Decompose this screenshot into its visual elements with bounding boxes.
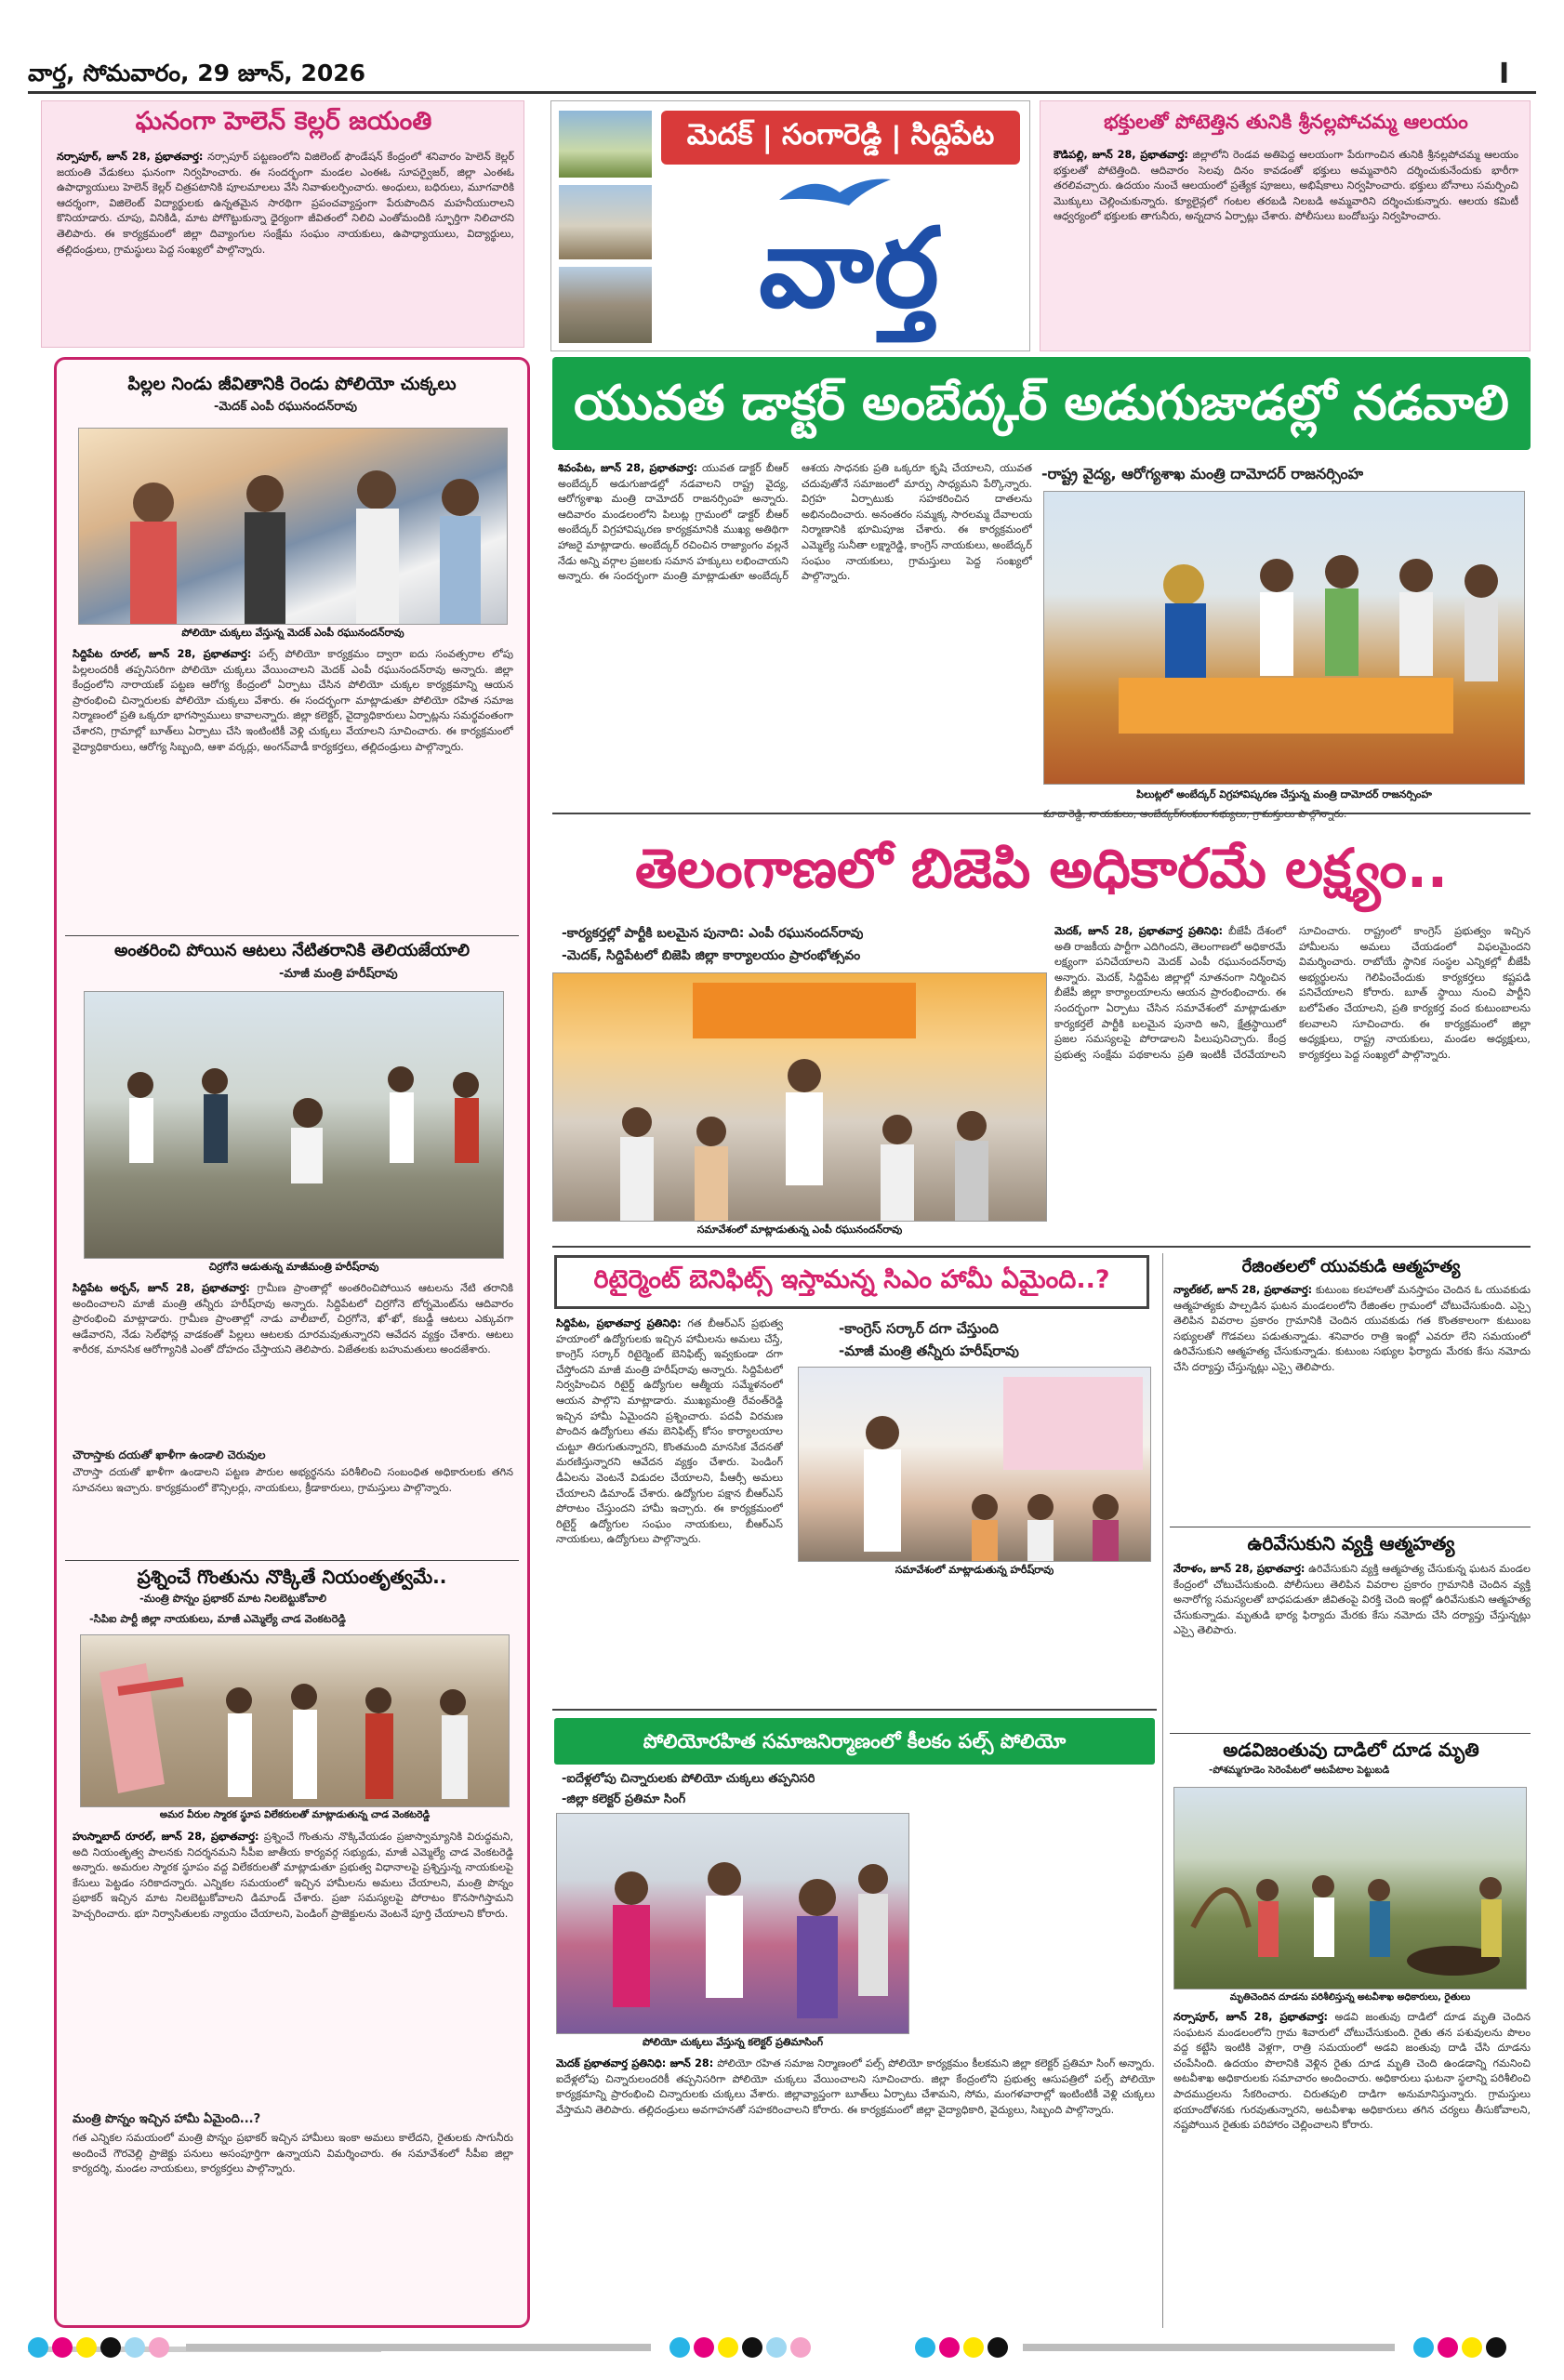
district-banner: మెదక్ | సంగారెడ్డి | సిద్దిపేట [661, 111, 1020, 165]
reg-dot-1 [28, 2337, 48, 2358]
animal-photo [1173, 1787, 1527, 1990]
district-medak: మెదక్ [686, 117, 753, 152]
sports-title: అంతరించి పోయిన ఆటలు నేటితరానికి తెలియజేయాలి [113, 941, 471, 960]
bjp-title: తెలంగాణలో బిజెపి అధికారమే లక్ష్యం.. [635, 837, 1448, 900]
landmark-photo-3 [559, 267, 652, 343]
pulse-photo [556, 1813, 909, 2034]
retire-title: రిటైర్మెంట్ బెనిఫిట్స్ ఇస్తామన్న సిఎం హామీ ఏమైంది..? [554, 1255, 1149, 1309]
polio-body: సిద్దిపేట రూరల్, జూన్ 28, ప్రభాతవార్త: పల్స్ పోలియో కార్యక్రమం ద్వారా ఐదు సంవత్సరాల లోపు పిల్లలందరికీ తప్పనిసరిగా పోలియో చుక్కలు వేయించాలని మెదక్ ఎంపీ రఘునందన్‌రావు అన్నారు. జిల్లా కేంద్రంలోని నారాయణ్ పట్టణ ఆరోగ్య కేంద్రంలో ఏర్పాటు చేసిన పోలియో చుక్కల కార్యక్రమాన్ని ఆయన ప్రారంభించి చిన్నారులకు పోలియో చుక్కలు వేశారు. ఈ సందర్భంగా మాట్లాడుతూ పోలియో రహిత సమాజ నిర్మాణంలో ప్రతి ఒక్కరూ భాగస్వాములు కావాలన్నారు. జిల్లా కలెక్టర్, వైద్యాధికారులు ఏర్పాట్లను సమర్థవంతంగా చేశారని, గ్రామాల్లో బూత్‌లు ఏర్పాటు చేసి ఇంటింటికీ వెళ్లి చుక్కలు వేయాలని సూచించారు. ఈ కార్యక్రమంలో వైద్యాధికారులు, ఆరోగ్య సిబ్బంది, ఆశా వర్కర్లు, అంగన్‌వాడీ కార్యకర్తలు, తల్లిదండ్రులు పాల్గొన్నారు. [73, 648, 513, 753]
animal-body: నర్సాపూర్, జూన్ 28, ప్రభాతవార్త: అడవి జంతువు దాడిలో దూడ మృతి చెందిన సంఘటన మండలంలోని గ్రామ శివారులో చోటుచేసుకుంది. రైతు తన పశువులను పొలం వద్ద కట్టేసి ఇంటికి వెళ్లగా, రాత్రి సమయంలో అడవి జంతువు దాడి చేసి దూడను చంపేసింది. ఉదయం పొలానికి వెళ్లిన రైతు దూడ మృతి చెంది ఉండడాన్ని గమనించి అటవీశాఖ అధికారులకు సమాచారం అందించారు. అధికారులు ఘటనా స్థలాన్ని పరిశీలించి పాదముద్రలను సేకరించారు. చిరుతపులి దాడిగా అనుమానిస్తున్నారు. గ్రామస్తులు భయాందోళనకు గురవుతున్నారని, అటవీశాఖ అధికారులు తగిన చర్యలు తీసుకోవాలని, నష్టపోయిన రైతుకు పరిహారం చెల్లించాలని కోరారు. [1173, 2011, 1531, 2132]
sports-photo [84, 991, 504, 1259]
pulse-byline-2: -జిల్లా కలెక్టర్ ప్రతిమా సింగ్ [562, 1792, 686, 1806]
temple-body: కౌడిపల్లి, జూన్ 28, ప్రభాతవార్త: జిల్లాలోని రెండవ అతిపెద్ద ఆలయంగా పేరుగాంచిన తునికి శ్రీనల్లపోచమ్మ ఆలయం భక్తులతో పోటెత్తింది. ఆదివారం సెలవు దినం కావడంతో భక్తులు అమ్మవారిని దర్శించుకునేందుకు భారీగా తరలివచ్చారు. ఉదయం నుంచే ఆలయంలో ప్రత్యేక పూజలు, అభిషేకాలు నిర్వహించారు. భక్తులు బోనాలు సమర్పించి మొక్కులు చెల్లించుకున్నారు. క్యూలైన్లలో గంటల తరబడి నిలబడి అమ్మవారిని దర్శించుకున్నారు. ఆలయ కమిటీ ఆధ్వర్యంలో భక్తులకు తాగునీరు, అన్నదాన ఏర్పాట్లు చేశారు. పోలీసులు బందోబస్తు నిర్వహించారు. [1054, 149, 1518, 223]
ambedkar-caption: పిలుట్లలో అంబేద్కర్ విగ్రహావిష్కరణ చేస్తున్న మంత్రి దామోదర్ రాజనర్సింహ [1136, 788, 1432, 800]
suicide2-title: ఉరివేసుకుని వ్యక్తి ఆత్మహత్య [1247, 1532, 1455, 1554]
ambedkar-body: శివంపేట, జూన్ 28, ప్రభాతవార్త: యువత డాక్టర్ బీఆర్ అంబేద్కర్ అడుగుజాడల్లో నడవాలని రాష్ట్ర వైద్య, ఆరోగ్యశాఖ మంత్రి దామోదర్ రాజనర్సింహ అన్నారు. ఆదివారం మండలంలోని పిలుట్ల గ్రామంలో డాక్టర్ బీఆర్ అంబేద్కర్ విగ్రహావిష్కరణ కార్యక్రమానికి ముఖ్య అతిథిగా హాజరై మాట్లాడారు. అంబేద్కర్ రచించిన రాజ్యాంగం వల్లనే నేడు అన్ని వర్గాల ప్రజలకు సమాన హక్కులు లభించాయని అన్నారు. ఈ సందర్భంగా మంత్రి మాట్లాడుతూ అంబేద్కర్ ఆశయ సాధనకు ప్రతి ఒక్కరూ కృషి చేయాలని, యువత చదువుతోనే సమాజంలో మార్పు సాధ్యమని పేర్కొన్నారు. విగ్రహ ఏర్పాటుకు సహకరించిన దాతలను అభినందించారు. అనంతరం సమ్మక్క సారలమ్మ దేవాలయ నిర్మాణానికి భూమిపూజ చేశారు. ఈ కార్యక్రమంలో ఎమ్మెల్యే సునీతా లక్ష్మారెడ్డి, కాంగ్రెస్ నాయకులు, అంబేద్కర్ సంఘం నాయకులు, గ్రామస్తులు పెద్ద సంఖ్యలో పాల్గొన్నారు. [558, 462, 1032, 583]
retire-caption: సమావేశంలో మాట్లాడుతున్న హరీష్‌రావు [895, 1564, 1054, 1576]
bjp-caption: సమావేశంలో మాట్లాడుతున్న ఎంపీ రఘునందన్‌రావు [696, 1223, 903, 1236]
reg-dot-6 [149, 2337, 169, 2358]
masthead-rule [28, 91, 1536, 94]
reg-dot-13 [915, 2337, 935, 2358]
reg-dot-7 [669, 2337, 690, 2358]
reg-dot-14 [939, 2337, 960, 2358]
question-byline-1: -మంత్రి పొన్నం ప్రభాకర్ మాట నిలబెట్టుకోవాలి [139, 1592, 327, 1605]
rule-5 [552, 1709, 1157, 1711]
rule-2 [65, 1560, 519, 1561]
question-caption: అమర వీరుల స్మారక స్థూప విలేకరులతో మాట్లాడుతున్న చాడ వెంకటరెడ్డి [159, 1809, 431, 1820]
retire-body-2 [798, 1582, 1151, 1694]
landmark-photo-1 [559, 111, 652, 178]
question-body-2: గత ఎన్నికల సమయంలో మంత్రి పొన్నం ప్రభాకర్ ఇచ్చిన హామీలు ఇంకా అమలు కాలేదని, రైతులకు సాగునీరు అందించే గౌరవెల్లి ప్రాజెక్టు పనులు అసంపూర్తిగా ఉన్నాయని విమర్శించారు. ఈ సమావేశంలో సీపీఐ జిల్లా కార్యదర్శి, మండల నాయకులు, కార్యకర్తలు పాల్గొన్నారు. [73, 2132, 513, 2175]
sports-caption: చిర్రగోనె ఆడుతున్న మాజీమంత్రి హరీష్‌రావు [208, 1261, 379, 1273]
polio-photo [78, 428, 508, 625]
pulse-side [919, 1766, 1155, 2045]
reg-dot-12 [790, 2337, 811, 2358]
ambedkar-byline: -రాష్ట్ర వైద్య, ఆరోగ్యశాఖ మంత్రి దామోదర్ రాజనర్సింహ [1041, 465, 1364, 483]
rule-7 [1170, 1733, 1531, 1734]
reg-dot-19 [1462, 2337, 1482, 2358]
ambedkar-title: యువత డాక్టర్ అంబేద్కర్ అడుగుజాడల్లో నడవాలి [574, 376, 1509, 431]
animal-caption: మృతిచెందిన దూడను పరిశీలిస్తున్న అటవీశాఖ అధికారులు, రైతులు [1229, 1992, 1471, 2003]
retire-body: సిద్దిపేట, ప్రభాతవార్త ప్రతినిధి: గత బీఆర్ఎస్ ప్రభుత్వ హయాంలో ఉద్యోగులకు ఇచ్చిన హామీలను అమలు చేస్తే, కాంగ్రెస్ సర్కార్ రిటైర్మెంట్ బెనిఫిట్స్ ఇవ్వకుండా దగా చేస్తోందని మాజీ మంత్రి హరీష్‌రావు అన్నారు. సిద్దిపేటలో నిర్వహించిన రిటైర్డ్ ఉద్యోగుల ఆత్మీయ సమ్మేళనంలో ఆయన పాల్గొని మాట్లాడారు. ముఖ్యమంత్రి రేవంత్‌రెడ్డి ఇచ్చిన హామీ ఏమైందని ప్రశ్నించారు. పదవీ విరమణ పొందిన ఉద్యోగులు తమ బెనిఫిట్స్ కోసం కార్యాలయాల చుట్టూ తిరుగుతున్నారని, కొంతమంది మానసిక వేదనతో మరణిస్తున్నారని ఆవేదన వ్యక్తం చేశారు. పెండింగ్ డీఏలను వెంటనే విడుదల చేయాలని, పీఆర్సీ అమలు చేయాలని డిమాండ్ చేశారు. ఉద్యోగుల పక్షాన బీఆర్ఎస్ పోరాటం చేస్తుందని హామీ ఇచ్చారు. ఈ కార్యక్రమంలో రిటైర్డ్ ఉద్యోగుల సంఘం నాయకులు, బీఆర్ఎస్ నాయకులు, ఉద్యోగులు పాల్గొన్నారు. [556, 1317, 783, 1546]
bjp-byline-2: -మెదక్, సిద్దిపేటలో బిజెపి జిల్లా కార్యాలయం ప్రారంభోత్సవం [562, 948, 861, 963]
sports-body: సిద్దిపేట అర్బన్, జూన్ 28, ప్రభాతవార్త: గ్రామీణ ప్రాంతాల్లో అంతరించిపోయిన ఆటలను నేటి తరానికి అందించాలని మాజీ మంత్రి తన్నీరు హరీష్‌రావు అన్నారు. సిద్దిపేటలో చిర్రగోనె టోర్నమెంట్‌ను ఆదివారం ప్రారంభించి మాట్లాడారు. గ్రామీణ ప్రాంతాల్లో నాడు వాలీబాల్, చిర్రగోనె, ఖో-ఖో, కబడ్డీ ఆటలు ఎక్కువగా ఆడేవారని, నేడు సెల్‌ఫోన్ల వాడకంతో పిల్లలు ఆటలకు దూరమవుతున్నారని ఆవేదన వ్యక్తం చేశారు. ఆటలు శారీరక, మానసిక ఆరోగ్యానికి ఎంతో దోహదం చేస్తాయని తెలిపారు. విజేతలకు బహుమతులు అందజేశారు. [73, 1282, 513, 1356]
pulse-body: మెదక్ ప్రభాతవార్త ప్రతినిధి: జూన్ 28: పోలియో రహిత సమాజ నిర్మాణంలో పల్స్ పోలియో కార్యక్రమం కీలకమని జిల్లా కలెక్టర్ ప్రతిమా సింగ్ అన్నారు. ఐదేళ్లలోపు చిన్నారులందరికీ తప్పనిసరిగా పోలియో చుక్కలు వేయించాలని సూచించారు. జిల్లా కేంద్రంలోని ప్రభుత్వ ఆసుపత్రిలో పల్స్ పోలియో కార్యక్రమాన్ని ప్రారంభించి చిన్నారులకు చుక్కలు వేశారు. జిల్లావ్యాప్తంగా బూత్‌లు ఏర్పాటు చేశామని, సోమ, మంగళవారాల్లో ఇంటింటికీ వెళ్లి చుక్కలు వేస్తామని తెలిపారు. తల్లిదండ్రులు అవగాహనతో సహకరించాలని కోరారు. ఈ కార్యక్రమంలో జిల్లా వైద్యాధికారి, వైద్యులు, సిబ్బంది పాల్గొన్నారు. [556, 2057, 1155, 2116]
reg-dot-18 [1438, 2337, 1458, 2358]
reg-dot-5 [125, 2337, 145, 2358]
retire-byline-1: -కాంగ్రెస్ సర్కార్ దగా చేస్తుంది [839, 1320, 999, 1337]
polio-byline: -మెదక్ ఎంపీ రఘునందన్‌రావు [214, 400, 357, 414]
suicide1-body: న్యాల్‌కల్, జూన్ 28, ప్రభాతవార్త: కుటుంబ కలహాలతో మనస్తాపం చెందిన ఓ యువకుడు ఆత్మహత్యకు పాల్పడిన ఘటన మండలంలోని రేజింతల గ్రామంలో చోటుచేసుకుంది. ఎస్సై తెలిపిన వివరాల ప్రకారం గ్రామానికి చెందిన యువకుడు గత కొంతకాలంగా కుటుంబ సభ్యులతో గొడవలు పడుతున్నాడు. శనివారం రాత్రి ఇంట్లో ఎవరూ లేని సమయంలో ఉరివేసుకుని ఆత్మహత్య చేసుకున్నాడు. కుటుంబ సభ్యుల ఫిర్యాదు మేరకు కేసు నమోదు చేసి దర్యాప్తు చేస్తున్నట్లు ఎస్సై తెలిపారు. [1173, 1284, 1531, 1373]
brand-block [550, 100, 1030, 351]
question-photo [80, 1634, 510, 1807]
polio-title: పిల్లల నిండు జీవితానికి రెండు పోలియో చుక్కలు [127, 374, 457, 394]
helen-keller-body: నర్సాపూర్, జూన్ 28, ప్రభాతవార్త: నర్సాపూర్ పట్టణంలోని విజిలెంట్ ఫౌండేషన్ కేంద్రంలో శనివారం హెలెన్ కెల్లర్ జయంతి వేడుకలు ఘనంగా నిర్వహించారు. ఈ సందర్భంగా మండల ఎంఈఓ సూపర్వైజర్, జిల్లా ఎంఈఓ ఉపాధ్యాయులు హెలెన్ కెల్లర్ చిత్రపటానికి పూలమాలలు వేసి నివాళులర్పించారు. అంధులు, బధిరులు, మూగవారికి ఆదర్శంగా, విజిలెంట్ విద్యార్థులకు ఉన్నతమైన సారథిగా ప్రపంచవ్యాప్తంగా పేరుపొందిన మహనీయురాలని కొనియాడారు. చూపు, వినికిడి, మాట పోగొట్టుకున్నా ధైర్యంగా జీవితంలో నిలిచి ఎంతోమందికి స్ఫూర్తిగా నిలిచారని తెలిపారు. ఈ కార్యక్రమంలో జిల్లా దివ్యాంగుల సంక్షేమ సంఘం నాయకులు, ఉపాధ్యాయులు, విద్యార్థులు, తల్లిదండ్రులు, గ్రామస్థులు పెద్ద సంఖ్యలో పాల్గొన్నారు. [57, 151, 514, 256]
sports-body-2: చౌరాస్తా దయతో ఖాళీగా ఉండాలని పట్టణ పౌరుల అభ్యర్థనను పరిశీలించి సంబంధిత అధికారులకు తగిన సూచనలు ఇచ్చారు. కార్యక్రమంలో కౌన్సిలర్లు, నాయకులు, క్రీడాకారులు, గ్రామస్తులు పాల్గొన్నారు. [73, 1466, 513, 1494]
right-column-rule [1162, 1253, 1163, 2328]
question-subhead: మంత్రి పొన్నం ఇచ్చిన హామీ ఏమైంది...? [73, 2112, 261, 2126]
reg-bar-right [1023, 2344, 1395, 2351]
bjp-photo [552, 972, 1047, 1222]
district-sangareddy: సంగారెడ్డి [781, 117, 882, 152]
retire-photo [798, 1367, 1151, 1562]
pulse-byline-1: -ఐదేళ్లలోపు చిన్నారులకు పోలియో చుక్కలు తప్పనిసరి [562, 1772, 815, 1786]
question-title: ప్రశ్నించే గొంతును నొక్కితే నియంతృత్వమే.. [137, 1566, 447, 1588]
retire-byline-2: -మాజీ మంత్రి తన్నీరు హరీష్‌రావు [839, 1342, 1019, 1359]
reg-dot-11 [766, 2337, 787, 2358]
animal-title: అడవిజంతువు దాడిలో దూడ మృతి [1223, 1739, 1479, 1761]
bjp-body: మెదక్, జూన్ 28, ప్రభాతవార్త ప్రతినిధి: బీజేపీ దేశంలో అతి రాజకీయ పార్టీగా ఎదిగిందని, తెలంగాణలో అధికారమే లక్ష్యంగా పనిచేయాలని మెదక్ ఎంపీ రఘునందన్‌రావు అన్నారు. మెదక్, సిద్దిపేట జిల్లాల్లో నూతనంగా నిర్మించిన బీజేపీ జిల్లా కార్యాలయాలను ఆయన ప్రారంభించారు. ఈ సందర్భంగా ఏర్పాటు చేసిన సమావేశంలో మాట్లాడుతూ కార్యకర్తలే పార్టీకి బలమైన పునాది అని, క్షేత్రస్థాయిలో ప్రజల సమస్యలపై పోరాడాలని పిలుపునిచ్చారు. కేంద్ర ప్రభుత్వ సంక్షేమ పథకాలను ప్రతి ఇంటికీ చేరవేయాలని సూచించారు. రాష్ట్రంలో కాంగ్రెస్ ప్రభుత్వం ఇచ్చిన హామీలను అమలు చేయడంలో విఫలమైందని విమర్శించారు. రాబోయే స్థానిక సంస్థల ఎన్నికల్లో బీజేపీ అభ్యర్థులను గెలిపించేందుకు కార్యకర్తలు కష్టపడి పనిచేయాలని కోరారు. బూత్ స్థాయి నుంచి పార్టీని బలోపేతం చేయాలని, ప్రతి కార్యకర్త వంద కుటుంబాలను కలవాలని సూచించారు. ఈ కార్యక్రమంలో జిల్లా అధ్యక్షులు, రాష్ట్ర నాయకులు, మండల అధ్యక్షులు, కార్యకర్తలు పెద్ద సంఖ్యలో పాల్గొన్నారు. [1054, 925, 1531, 1061]
page-number: I [1499, 58, 1510, 90]
district-siddipet: సిద్దిపేట [910, 117, 995, 152]
reg-dot-2 [52, 2337, 73, 2358]
suicide1-title: రేజింతలలో యువకుడి ఆత్మహత్య [1241, 1257, 1461, 1276]
sports-subhead: చౌరాస్తాకు దయతో ఖాళీగా ఉండాలి చెరువుల [73, 1448, 266, 1461]
reg-dot-15 [963, 2337, 984, 2358]
pulse-title: పోలియోరహిత సమాజనిర్మాణంలో కీలకం పల్స్ పోలియో [643, 1730, 1067, 1752]
suicide2-body: నేరాళం, జూన్ 28, ప్రభాతవార్త: ఉరివేసుకుని వ్యక్తి ఆత్మహత్య చేసుకున్న ఘటన మండల కేంద్రంలో చోటుచేసుకుంది. పోలీసులు తెలిపిన వివరాల ప్రకారం గ్రామానికి చెందిన వ్యక్తి అనారోగ్య సమస్యలతో బాధపడుతూ జీవితంపై విరక్తి చెంది ఇంట్లో ఉరివేసుకుని ఆత్మహత్య చేసుకున్నాడు. మృతుడి భార్య ఫిర్యాదు మేరకు కేసు నమోదు చేసి దర్యాప్తు చేస్తున్నట్లు ఎస్సై తెలిపారు. [1173, 1563, 1531, 1637]
pulse-caption: పోలియో చుక్కలు వేస్తున్న కలెక్టర్ ప్రతిమాసింగ్ [642, 2036, 824, 2048]
rule-1 [65, 935, 519, 936]
rule-3 [552, 813, 1531, 814]
animal-byline: -పోశమ్మగూడెం సెరెంపేటలో ఆటపేటాల పెట్టుబడి [1209, 1765, 1390, 1776]
reg-dot-17 [1413, 2337, 1434, 2358]
question-byline-2: -సిపిఐ పార్టీ జిల్లా నాయకులు, మాజీ ఎమ్మెల్యే చాడ వెంకటరెడ్డి [89, 1612, 346, 1625]
reg-bar-mid [186, 2344, 651, 2351]
polio-caption: పోలియో చుక్కలు వేస్తున్న మెదక్ ఎంపీ రఘునందన్‌రావు [181, 627, 404, 639]
reg-dot-16 [987, 2337, 1008, 2358]
reg-dot-8 [694, 2337, 714, 2358]
question-body: హుస్నాబాద్ రూరల్, జూన్ 28, ప్రభాతవార్త: ప్రశ్నించే గొంతును నొక్కివేయడం ప్రజాస్వామ్యానికి విరుద్ధమని, అది నియంతృత్వ పాలనకు నిదర్శనమని సీపీఐ జాతీయ కార్యవర్గ సభ్యుడు, మాజీ ఎమ్మెల్యే చాడ వెంకటరెడ్డి అన్నారు. అమరుల స్మారక స్థూపం వద్ద విలేకరులతో మాట్లాడుతూ ప్రభుత్వ విధానాలపై ప్రశ్నిస్తున్న నాయకులపై కేసులు పెట్టడం సరికాదన్నారు. ఎన్నికల సమయంలో ఇచ్చిన హామీలను అమలు చేయాలని, మంత్రి పొన్నం ప్రభాకర్ ఇచ్చిన మాట నిలబెట్టుకోవాలని డిమాండ్ చేశారు. ప్రజా సమస్యలపై పోరాటం కొనసాగిస్తామని హెచ్చరించారు. భూ నిర్వాసితులకు న్యాయం చేయాలని, పెండింగ్ ప్రాజెక్టులను వెంటనే పూర్తి చేయాలని కోరారు. [73, 1831, 513, 1920]
reg-dot-20 [1486, 2337, 1506, 2358]
rule-4 [552, 1246, 1531, 1248]
landmark-photo-2 [559, 185, 652, 259]
temple-title: భక్తులతో పోటెత్తిన తునికి శ్రీనల్లపోచమ్మ ఆలయం [1104, 111, 1468, 133]
logo-wordmark: వార్త [759, 203, 939, 332]
ambedkar-photo [1043, 491, 1525, 785]
reg-dot-3 [76, 2337, 97, 2358]
folio-line: వార్త, సోమవారం, 29 జూన్, 2026 [28, 60, 366, 86]
reg-dot-10 [742, 2337, 762, 2358]
reg-dot-4 [100, 2337, 121, 2358]
helen-keller-title: ఘనంగా హెలెన్ కెల్లర్ జయంతి [135, 107, 432, 136]
helen-keller-box [41, 100, 524, 348]
bjp-byline-1: -కార్యకర్తల్లో పార్టీకి బలమైన పునాది: ఎంపీ రఘునందన్‌రావు [562, 926, 864, 941]
sports-byline: -మాజీ మంత్రి హరీష్‌రావు [279, 967, 398, 981]
temple-box [1040, 100, 1531, 351]
reg-dot-9 [718, 2337, 738, 2358]
